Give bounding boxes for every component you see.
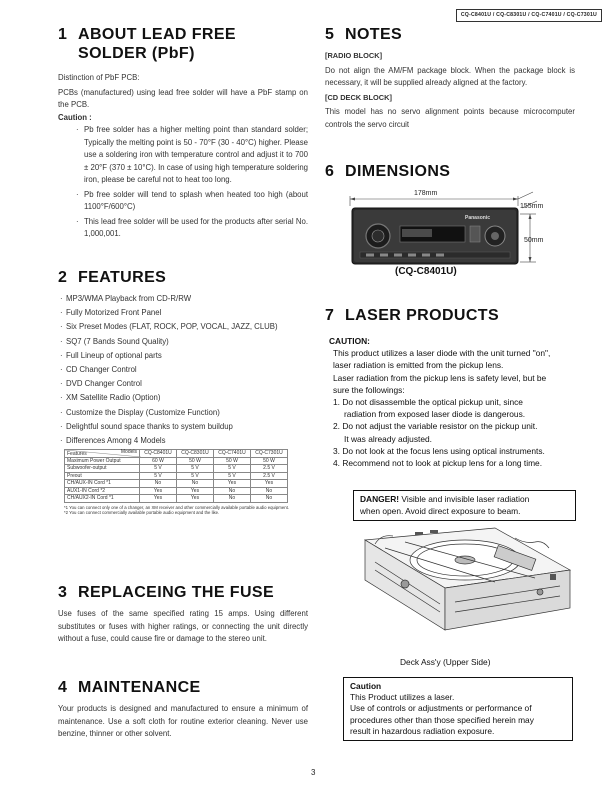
list-item: · MP3/WMA Playback from CD-R/RW <box>58 293 308 304</box>
section-title: 2 FEATURES <box>58 269 167 286</box>
section-maintenance <box>58 678 308 741</box>
list-item: · Fully Motorized Front Panel <box>58 307 308 318</box>
list-item: · Customize the Display (Customize Function) <box>58 407 308 418</box>
danger-text: Visible and invisible laser radiation <box>399 494 530 504</box>
section-laser <box>325 306 587 469</box>
section-title: 7 LASER PRODUCTS <box>325 307 500 324</box>
deck-caption: Deck Ass'y (Upper Side) <box>400 657 491 667</box>
maintenance-text: Your products is designed and manufactured to ensure a minimum of maintenance. Use a soft cloth for routine exterior cleaning. Never use benzine, thinner or other solvent. <box>58 704 308 738</box>
table-header: CQ-C8301U <box>177 450 214 458</box>
dimension-model-label: (CQ-C8401U) <box>395 266 457 277</box>
section-lead-free <box>58 25 308 241</box>
radio-block-heading: [RADIO BLOCK] <box>325 51 383 60</box>
width-label: 178mm <box>414 190 438 197</box>
table-header: CQ-C7401U <box>214 450 251 458</box>
laser-item-cont: radiation from exposed laser diode is dangerous. <box>344 409 526 420</box>
caution-bullet: · This lead free solder will be used for the products after serial No. 1,000,001. <box>70 216 308 241</box>
caution-box-line: procedures other than those specified herein may <box>350 714 534 725</box>
height-label: 50mm <box>524 237 544 244</box>
laser-intro-line: sure the followings: <box>333 384 405 395</box>
deck-assembly-drawing <box>345 522 580 650</box>
cd-block-heading: [CD DECK BLOCK] <box>325 92 392 102</box>
laser-intro-line: This product utilizes a laser diode with the unit turned "on", <box>333 348 551 359</box>
section-dimensions <box>325 162 575 181</box>
page-number: 3 <box>311 768 316 777</box>
table-corner: Features Models <box>65 450 140 458</box>
model-header: CQ-C8401U / CQ-C8301U / CQ-C7401U / CQ-C7301U <box>456 9 602 22</box>
danger-label: DANGER! <box>360 494 400 504</box>
distinction-text: Distinction of PbF PCB: <box>58 73 140 82</box>
laser-caution-heading: CAUTION: <box>329 336 370 346</box>
list-item: · Delightful sound space thanks to system buildup <box>58 421 308 432</box>
caution-box-heading: Caution <box>350 681 382 691</box>
caution-label: Caution : <box>58 112 92 122</box>
table-footnote: *2 You can connect commercially available portable audio equipment and the like. <box>64 510 220 516</box>
table-footnote: *1 You can connect only one of a changer, an XM receiver and other commercially available portable audio equipment. <box>64 504 290 510</box>
table-row: CH/AUX2-IN Cord *1 Yes Yes No No <box>65 495 288 503</box>
brand-label: Panasonic <box>465 215 491 221</box>
list-item: · XM Satellite Radio (Option) <box>58 392 308 403</box>
caution-box-line: This Product utilizes a laser. <box>350 692 455 703</box>
section-fuse <box>58 583 308 646</box>
laser-item: 3. Do not look at the focus lens using optical instruments. <box>333 445 545 456</box>
section-features <box>58 268 308 516</box>
table-header: CQ-C8401U <box>140 450 177 458</box>
list-item: · Differences Among 4 Models <box>58 435 308 446</box>
list-item: · CD Changer Control <box>58 364 308 375</box>
list-item: · Full Lineup of optional parts <box>58 350 308 361</box>
table-row: Subwoofer-output 5 V 5 V 5 V 2.5 V <box>65 465 288 473</box>
section-title: 6 DIMENSIONS <box>325 163 451 180</box>
laser-item: 4. Recommend not to look at pickup lens for a long time. <box>333 458 543 469</box>
table-row: AUX1-IN Cord *2 Yes Yes No No <box>65 487 288 495</box>
caution-bullet: · Pb free solder will tend to splash when heated too high (about 1100°F/600°C) <box>70 189 308 214</box>
caution-bullet: · Pb free solder has a higher melting point than standard solder; Typically the melting point is 50 - 70°F (30 - 40°C) higher. Please use a soldering iron with temperature control and adjust it to 700 ± 20°F (370 ± 10°C). In case of using high temperature soldering iron, please be careful not to heat too long. <box>70 124 308 187</box>
table-row: Maximum Power Output 60 W 50 W 50 W 50 W <box>65 457 288 465</box>
laser-item: 1. Do not disassemble the optical pickup unit, since <box>333 397 523 408</box>
section-title: 1 ABOUT LEAD FREE <box>58 26 236 43</box>
danger-box <box>353 490 576 521</box>
laser-item: 2. Do not adjust the variable resistor on the pickup unit. <box>333 421 538 432</box>
cd-block-text: This model has no servo alignment points because microcomputer controls the servo circuit <box>325 107 575 129</box>
danger-text-2: when open. Avoid direct exposure to beam. <box>360 505 521 516</box>
laser-item-cont: It was already adjusted. <box>344 433 432 444</box>
section-title: 5 NOTES <box>325 26 403 43</box>
list-item: · DVD Changer Control <box>58 378 308 389</box>
depth-label: 155mm <box>520 203 544 210</box>
features-list <box>58 293 308 446</box>
section-title: 3 REPLACEING THE FUSE <box>58 584 275 601</box>
list-item: · SQ7 (7 Bands Sound Quality) <box>58 336 308 347</box>
caution-box-line: Use of controls or adjustments or performance of <box>350 703 532 714</box>
laser-caution-box <box>343 677 573 741</box>
radio-block-text: Do not align the AM/FM package block. When the package block is necessary, it will be supplied already aligned at the factory. <box>325 65 575 87</box>
laser-intro-line: Laser radiation from the pickup lens is safety level, but be <box>333 372 547 383</box>
pcbs-text: PCBs (manufactured) using lead free solder will have a PbF stamp on the PCB. <box>58 87 308 109</box>
table-row: CH/AUX-IN Cord *1 No No Yes Yes <box>65 480 288 488</box>
fuse-text: Use fuses of the same specified rating 15 amps. Using different substitutes or fuses with higher ratings, or connecting the unit directly without a fuse, could cause fire or damage to the stereo unit. <box>58 609 308 643</box>
laser-intro-line: laser radiation is emitted from the pickup lens. <box>333 360 504 371</box>
table-header: CQ-C7301U <box>251 450 288 458</box>
section-title-line2: SOLDER (PbF) <box>78 45 195 62</box>
section-title: 4 MAINTENANCE <box>58 679 201 696</box>
caution-box-line: result in hazardous radiation exposure. <box>350 725 495 736</box>
section-notes <box>325 25 575 131</box>
list-item: · Six Preset Modes (FLAT, ROCK, POP, VOCAL, JAZZ, CLUB) <box>58 321 308 332</box>
model-differences-table <box>64 449 288 503</box>
table-row: Preout 5 V 5 V 5 V 2.5 V <box>65 472 288 480</box>
